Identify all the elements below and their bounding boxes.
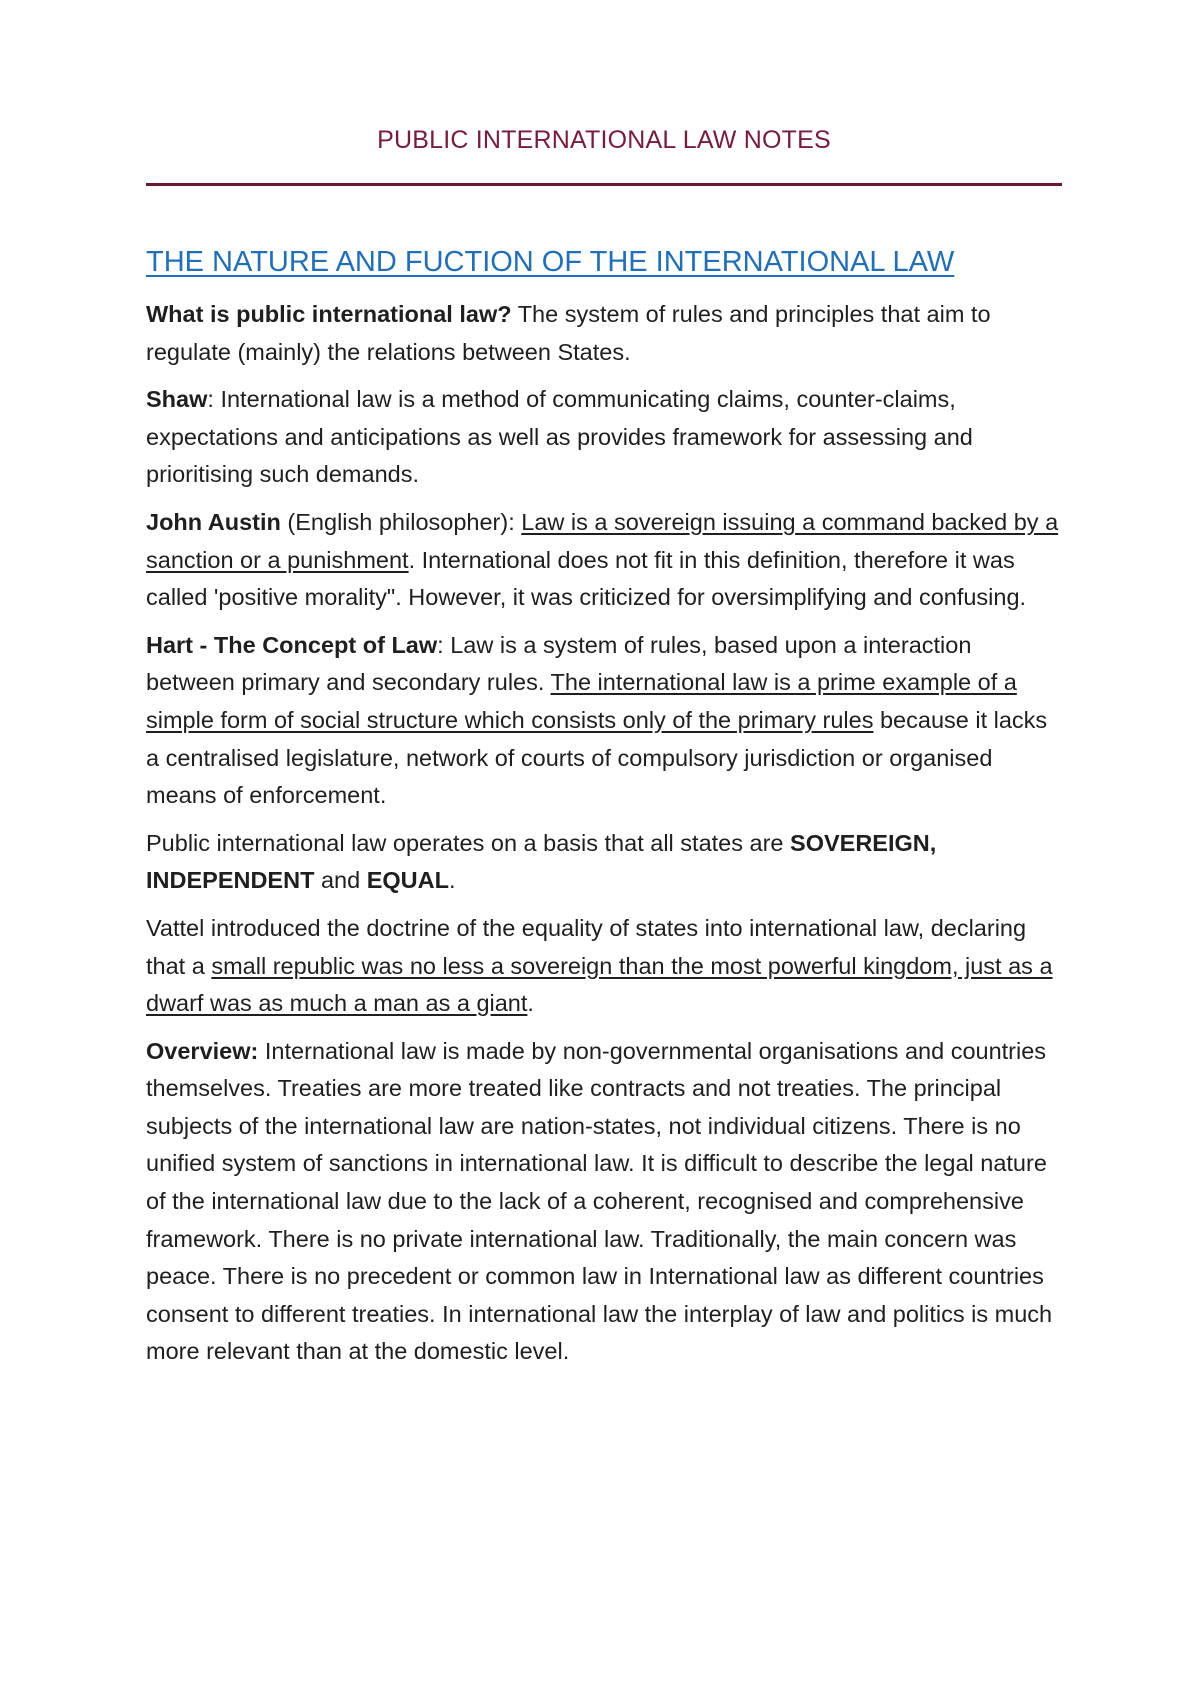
paragraph-label: Hart - The Concept of Law <box>146 631 438 658</box>
paragraph-text: Public international law operates on a basis that all states are <box>146 829 791 856</box>
paragraph-austin <box>146 504 1062 617</box>
underlined-quote: small republic was no less a sovereign than the most powerful kingdom, just as a dwarf was as much a man as a giant <box>146 952 1053 1017</box>
paragraph-text: (English philosopher): <box>280 508 522 535</box>
paragraph-vattel <box>146 910 1062 1023</box>
paragraph-label: John Austin <box>146 508 281 535</box>
paragraph-label: What is public international law? <box>146 301 512 327</box>
paragraph-text: and <box>314 867 367 894</box>
section-heading: THE NATURE AND FUCTION OF THE INTERNATIONAL LAW <box>146 246 955 278</box>
paragraph-text: Vattel introduced the doctrine of the equality of states into international law, declaring that a <box>146 914 1027 979</box>
paragraph-text: : Law is a system of rules, based upon a interaction between primary and secondary rules. <box>146 631 972 696</box>
paragraph-text: . <box>448 867 456 894</box>
paragraph-text: International law is made by non-governmental organisations and countries themselves. Treaties are more treated like contracts and not treaties. The principal subjects of the international law are nation-states, not individual citizens. There is no unified system of sanctions in international law. It is difficult to describe the legal nature of the international law due to the lack of a coherent, recognised and comprehensive framework. There is no private international law. Traditionally, the main concern was peace. There is no precedent or common law in International law as different countries consent to different treaties. In international law the interplay of law and politics is much more relevant than at the domestic level. <box>146 1037 1053 1365</box>
bold-term: SOVEREIGN, INDEPENDENT <box>146 829 937 894</box>
paragraph-text: . <box>527 990 534 1017</box>
document-body <box>146 296 1062 1381</box>
paragraph-text: : International law is a method of communicating claims, counter-claims, expectations and anticipations as well as provides framework for assessing and prioritising such demands. <box>146 386 973 488</box>
paragraph-label: Shaw <box>146 386 208 413</box>
paragraph-sovereignty <box>146 825 1062 900</box>
paragraph-text: . International does not fit in this definition, therefore it was called 'positive morality". However, it was criticized for oversimplifying and confusing. <box>146 546 1027 611</box>
paragraph-label: Overview: <box>146 1037 259 1064</box>
paragraph-overview <box>146 1033 1062 1371</box>
underlined-quote: Law is a sovereign issuing a command backed by a sanction or a punishment <box>146 508 1059 573</box>
bold-term: EQUAL <box>366 867 449 894</box>
paragraph-text: The system of rules and principles that aim to regulate (mainly) the relations between States. <box>146 301 991 365</box>
title-divider <box>146 183 1062 186</box>
paragraph-hart <box>146 627 1062 815</box>
paragraph-text: because it lacks a centralised legislature, network of courts of compulsory jurisdiction or organised means of enforcement. <box>146 706 1048 809</box>
underlined-quote: The international law is a prime example of a simple form of social structure which consists only of the primary rules <box>146 669 1017 733</box>
document-title: PUBLIC INTERNATIONAL LAW NOTES <box>377 126 831 154</box>
paragraph-definition <box>146 296 1062 371</box>
paragraph-shaw <box>146 381 1062 494</box>
